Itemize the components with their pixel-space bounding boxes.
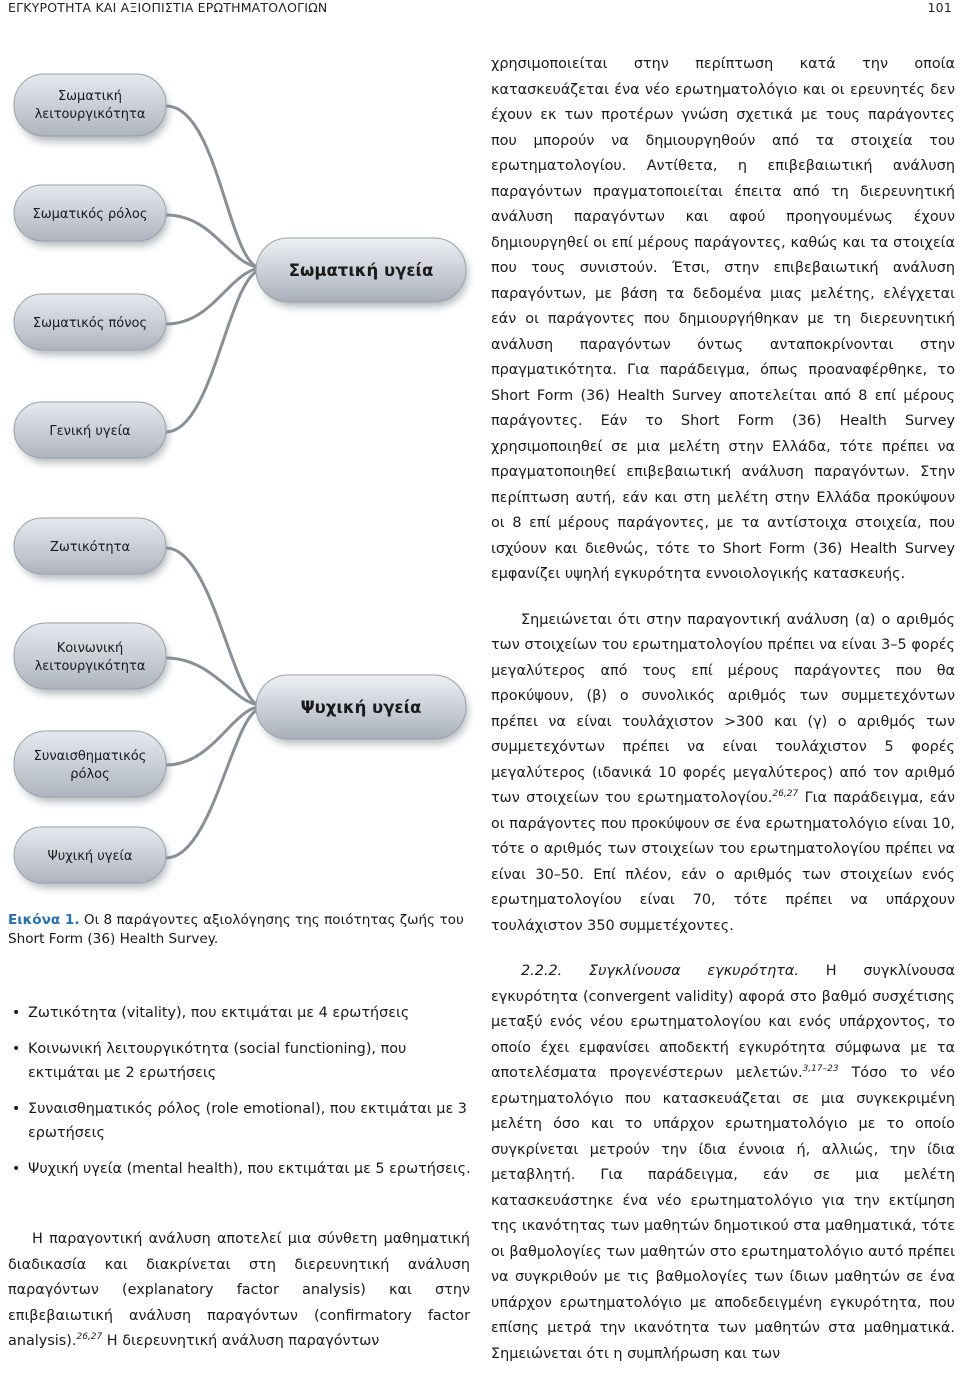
paragraph-text: Η παραγοντική ανάλυση αποτελεί μια σύνθετη μαθηματική διαδικασία και διακρίνεται στη διερευνητική ανάλυση παραγόντων (explanatory factor analysis) και στην επιβεβαιωτική ανάλυση παραγόντων (confirmatory factor analysis).: [8, 1231, 470, 1349]
factor-node: [14, 518, 166, 574]
running-header: [8, 0, 952, 14]
factor-label: Σωματικός ρόλος: [32, 207, 148, 222]
caption-text: Οι 8 παράγοντες αξιολόγησης της ποιότητας ζωής του Short Form (36) Health Survey.: [8, 912, 464, 947]
running-title: ΕΓΚΥΡΟΤΗΤΑ ΚΑΙ ΑΞΙΟΠΙΣΤΙΑ ΕΡΩΤΗΜΑΤΟΛΟΓΙΩΝ: [8, 0, 328, 15]
factor-node: [14, 402, 166, 458]
list-item: [8, 1001, 472, 1025]
list-item: [8, 1037, 472, 1085]
bullet-icon: •: [12, 1161, 21, 1177]
page-number: 101: [927, 0, 952, 15]
factor-list: [8, 1001, 472, 1193]
connector-line: [166, 548, 260, 705]
factor-label: Σωματική: [57, 89, 123, 104]
factor-label: ρόλος: [70, 767, 110, 782]
figure-caption: [8, 911, 472, 949]
connector-line: [166, 268, 260, 324]
paragraph: [491, 959, 955, 1367]
group-node-physical: [256, 238, 466, 302]
group-label: Σωματική υγεία: [288, 261, 434, 280]
paragraph-text: Σημειώνεται ότι στην παραγοντική ανάλυση (α) ο αριθμός των στοιχείων του ερωτηματολογίου πρέπει να είναι 3–5 φορές μεγαλύτερος από τους επί μέρους παράγοντες που θα προκύψουν, (β) ο συνολικός αριθμός των συμμετεχόντων πρέπει να είναι τουλάχιστον >300 και (γ) ο αριθμός των συμμετεχόντων πρέπει να είναι τουλάχιστον 5 φορές μεγαλύτερος (ιδανικά 10 φορές μεγαλύτερος) από τον αριθμό των στοιχείων του ερωτηματολογίου.: [491, 611, 955, 806]
connector-line: [166, 270, 260, 432]
right-column: [491, 52, 955, 1373]
section-heading: 2.2.2. Συγκλίνουσα εγκυρότητα.: [521, 963, 799, 979]
group-label: Ψυχική υγεία: [300, 698, 422, 717]
connector-lines: [166, 106, 260, 858]
caption-label: Εικόνα 1.: [8, 912, 80, 928]
factor-label: Συναισθηματικός: [33, 749, 147, 764]
factor-label: λειτουργικότητα: [34, 107, 146, 122]
paragraph: [491, 608, 955, 940]
factor-label: Κοινωνική: [56, 641, 124, 656]
paragraph-text: Για παράδειγμα, εάν οι παράγοντες που προκύψουν σε ένα ερωτηματολόγιο είναι 10, τότε ο αριθμός των στοιχείων του ερωτηματολογίου πρέπει να είναι 30–50. Επί πλέον, εάν ο αριθμός των στοιχείων ενός ερωτηματολογίου είναι 70, τότε πρέπει να υπάρχουν τουλάχιστον 350 συμμετέχοντες.: [491, 790, 955, 934]
paragraph-text: Τόσο το νέο ερωτηματολόγιο που κατασκευάζεται σε μια συγκεκριμένη μελέτη όσο και το υπάρχον ερωτηματολόγιο με το οποίο συγκρίνεται μετρούν την ίδια έννοια ή, αλλιώς, την ίδια μεταβλητή. Για παράδειγμα, εάν σε μια μελέτη κατασκευάστηκε ένα νέο ερωτηματολόγιο για την εκτίμηση της ικανότητας των μαθητών δημοτικού στα μαθηματικά, τότε οι βαθμολογίες των μαθητών στο ερωτηματολόγιο αυτό πρέπει να συγκριθούν με τις βαθμολογίες των ίδιων μαθητών σε ένα υπάρχον ερωτηματολόγιο με αποδεδειγμένη εγκυρότητα, που επίσης μετρά την ικανότητα των μαθητών στα μαθηματικά. Σημειώνεται ότι η συμπλήρωση και των: [491, 1065, 956, 1362]
connector-line: [166, 658, 260, 705]
citation: 26,27: [772, 789, 799, 800]
list-item-text: Συναισθηματικός ρόλος (role emotional), που εκτιμάται με 3 ερωτήσεις: [28, 1101, 467, 1141]
paragraph-text: Η διερευνητική ανάλυση παραγόντων: [102, 1333, 380, 1349]
diagram-svg: [8, 48, 474, 908]
bullet-icon: •: [12, 1101, 21, 1117]
factor-node: [14, 185, 166, 241]
list-item: [8, 1157, 472, 1181]
factor-label: λειτουργικότητα: [34, 659, 146, 674]
connector-line: [166, 707, 260, 765]
factor-node: [14, 294, 166, 350]
list-item-text: Κοινωνική λειτουργικότητα (social functioning), που εκτιμάται με 2 ερωτήσεις: [28, 1041, 407, 1081]
paragraph-text: χρησιμοποιείται στην περίπτωση κατά την οποία κατασκευάζεται ένα νέο ερωτηματολόγιο και οι ερευνητές δεν έχουν εκ των προτέρων γνώση σχετικά με τους παράγοντες που μπορούν να δημιουργηθούν από τα στοιχεία του ερωτηματολογίου. Αντίθετα, η επιβεβαιωτική ανάλυση παραγόντων πραγματοποιείται έπειτα από τη διερευνητική ανάλυση παραγόντων και αφού προηγουμένως έχουν δημιουργηθεί οι επί μέρους παράγοντες, καθώς και τα στοιχεία που τους συνιστούν. Έτσι, στην επιβεβαιωτική ανάλυση παραγόντων, με βάση τα δεδομένα μιας μελέτης, ελέγχεται εάν οι παράγοντες που δημιουργήθηκαν με τη διερευνητική ανάλυση παραγόντων όντως ανταποκρίνονται στην πραγματικότητα. Για παράδειγμα, όπως προαναφέρθηκε, το Short Form (36) Health Survey αποτελείται από 8 επί μέρους παράγοντες. Εάν το Short Form (36) Health Survey χρησιμοποιηθεί σε μια μελέτη στην Ελλάδα, τότε πρέπει να πραγματοποιηθεί επιβεβαιωτική ανάλυση παραγόντων. Στην περίπτωση αυτή, εάν και στη μελέτη στην Ελλάδα προκύψουν οι 8 επί μέρους παράγοντες, με τα αντίστοιχα στοιχεία, που ισχύουν και διεθνώς, τότε το Short Form (36) Health Survey εμφανίζει υψηλή εγκυρότητα εννοιολογικής κατασκευής.: [491, 56, 955, 582]
group-node-mental: [256, 675, 466, 739]
factor-label: Ψυχική υγεία: [47, 849, 133, 864]
paragraph: [491, 52, 955, 588]
bullet-icon: •: [12, 1005, 21, 1021]
factor-label: Γενική υγεία: [49, 424, 131, 439]
connector-line: [166, 709, 260, 858]
factor-label: Σωματικός πόνος: [32, 316, 148, 331]
list-item-text: Ψυχική υγεία (mental health), που εκτιμάται με 5 ερωτήσεις.: [28, 1161, 471, 1177]
list-item: [8, 1097, 472, 1145]
citation: 26,27: [76, 1332, 103, 1343]
citation: 3,17–23: [802, 1064, 839, 1075]
bullet-icon: •: [12, 1041, 21, 1057]
list-item-text: Ζωτικότητα (vitality), που εκτιμάται με 4 ερωτήσεις: [28, 1005, 410, 1021]
factor-node: [14, 623, 166, 689]
factor-node: [14, 731, 166, 797]
factor-node: [14, 827, 166, 883]
connector-line: [166, 215, 260, 268]
factor-label: Ζωτικότητα: [49, 540, 131, 555]
connector-line: [166, 106, 260, 268]
factor-analysis-paragraph: [8, 1227, 470, 1355]
factor-diagram: [8, 48, 474, 908]
paragraph-text: Η συγκλίνουσα εγκυρότητα (convergent validity) αφορά στο βαθμό συσχέτισης μεταξύ ενός νέου ερωτηματολογίου και ενός υπάρχοντος, το οποίο έχει εμφανίσει αποδεκτή εγκυρότητα σύμφωνα με τα αποτελέσματα προγενέστερων μελετών.: [491, 963, 956, 1081]
factor-node: [14, 74, 166, 136]
